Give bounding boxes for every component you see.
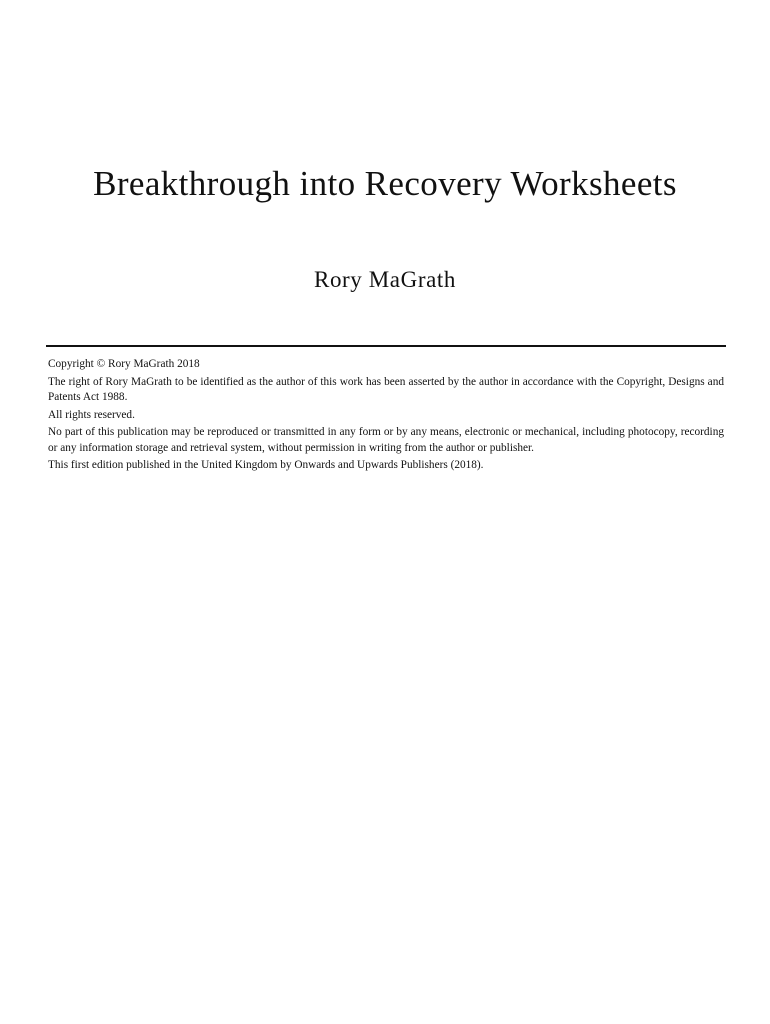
- copyright-notice: Copyright © Rory MaGrath 2018: [48, 358, 200, 370]
- edition-statement: This first edition published in the United Kingdom by Onwards and Upwards Publishers (2018).: [48, 459, 484, 471]
- rights-reserved: All rights reserved.: [48, 408, 135, 421]
- reproduction-statement: No part of this publication may be reproduced or transmitted in any form or by any means, electronic or mechanical, including photocopy, recording or any information storage and retrieval system, without permission in writing from the author or publisher.: [48, 426, 724, 454]
- moral-rights-statement: The right of Rory MaGrath to be identified as the author of this work has been asserted by the author in accordance with the Copyright, Designs and Patents Act 1988.: [48, 375, 724, 403]
- divider-rule: [46, 345, 726, 347]
- copyright-block: [48, 357, 724, 476]
- book-title: Breakthrough into Recovery Worksheets: [93, 164, 677, 203]
- book-author: Rory MaGrath: [314, 267, 456, 292]
